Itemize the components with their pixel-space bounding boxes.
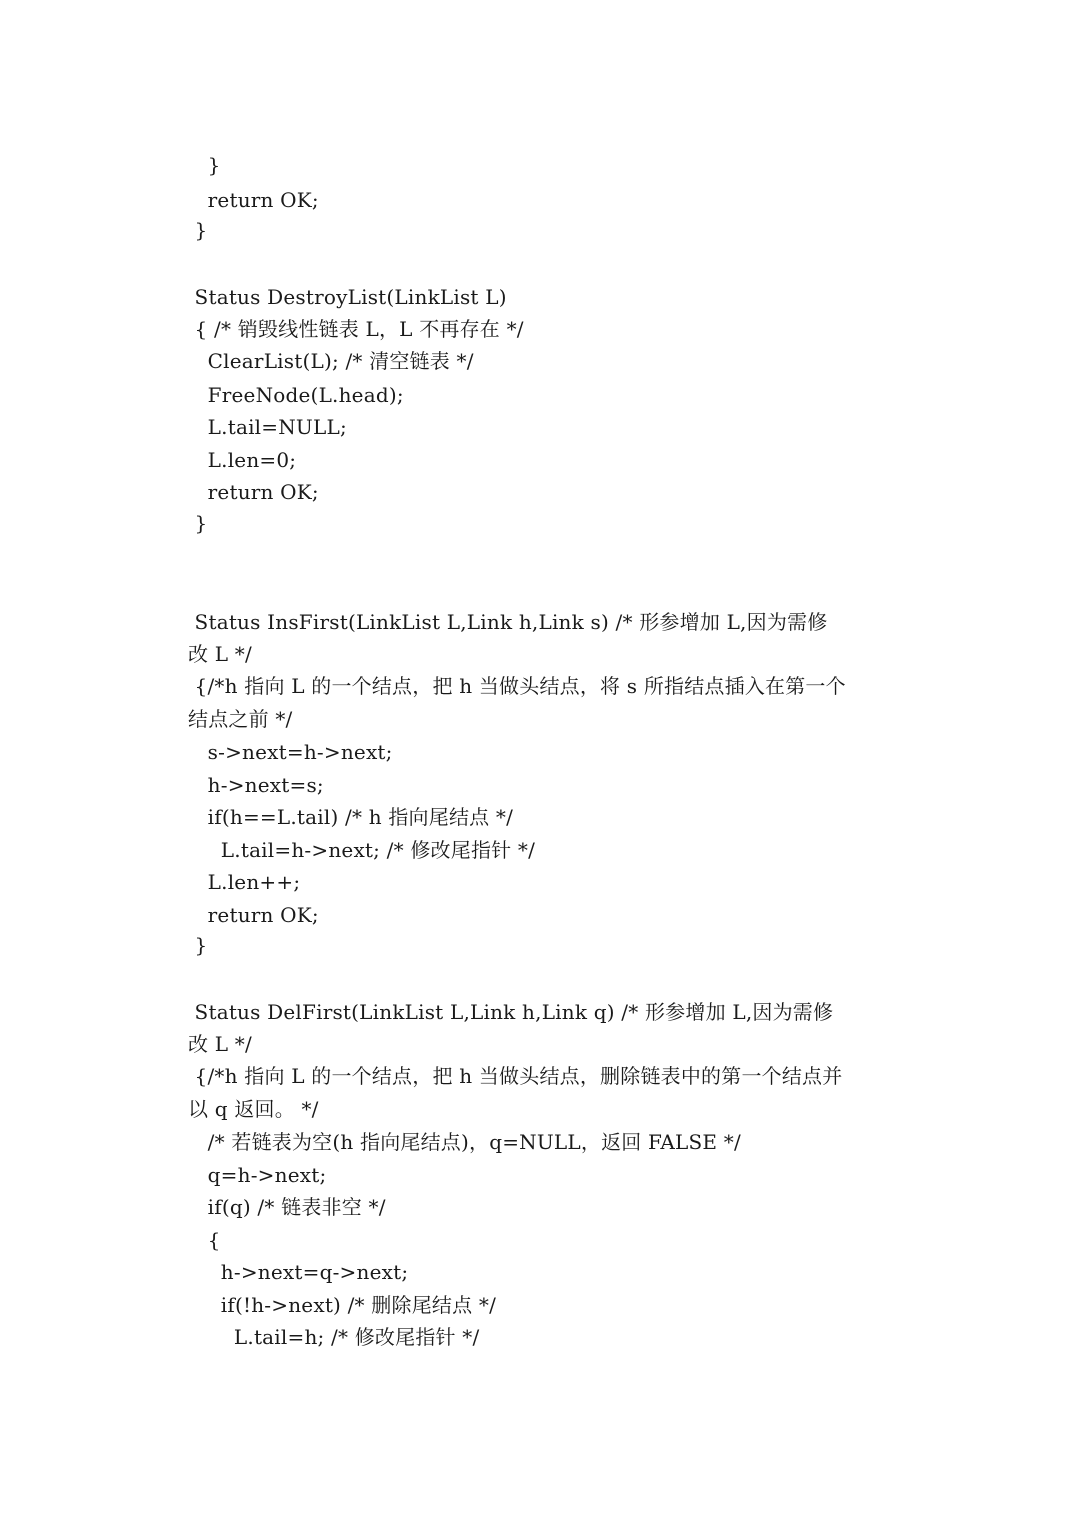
code-line: if(!h->next) /* 删除尾结点 */: [188, 1293, 497, 1317]
code-line: {/*h 指向 L 的一个结点，把 h 当做头结点，将 s 所指结点插入在第一个: [188, 674, 846, 698]
code-line: L.len=0;: [188, 448, 297, 472]
function-signature: Status InsFirst(LinkList L,Link h,Link s) /* 形参增加 L,因为需修: [188, 610, 828, 634]
function-signature: Status DestroyList(LinkList L): [188, 285, 507, 309]
code-line: s->next=h->next;: [188, 740, 393, 764]
code-line: L.tail=NULL;: [188, 415, 347, 439]
code-line: 以 q 返回。 */: [188, 1097, 319, 1121]
code-line: L.len++;: [188, 870, 301, 894]
code-line: h->next=s;: [188, 773, 324, 797]
code-line: return OK;: [188, 480, 319, 504]
code-line: h->next=q->next;: [188, 1260, 409, 1284]
code-line: }: [188, 933, 208, 957]
code-line: FreeNode(L.head);: [188, 383, 404, 407]
code-line: 改 L */: [188, 642, 252, 666]
code-line: L.tail=h; /* 修改尾指针 */: [188, 1325, 480, 1349]
code-line: 改 L */: [188, 1032, 252, 1056]
code-line: if(q) /* 链表非空 */: [188, 1195, 386, 1219]
code-line: ClearList(L); /* 清空链表 */: [188, 349, 474, 373]
function-signature: Status DelFirst(LinkList L,Link h,Link q) /* 形参增加 L,因为需修: [188, 1000, 834, 1024]
code-line: }: [188, 153, 221, 177]
code-line: q=h->next;: [188, 1163, 327, 1187]
code-line: L.tail=h->next; /* 修改尾指针 */: [188, 838, 536, 862]
code-line: return OK;: [188, 903, 319, 927]
code-line: { /* 销毁线性链表 L，L 不再存在 */: [188, 317, 524, 341]
code-line: 结点之前 */: [188, 707, 293, 731]
code-line: {/*h 指向 L 的一个结点，把 h 当做头结点，删除链表中的第一个结点并: [188, 1064, 843, 1088]
code-line: }: [188, 511, 208, 535]
code-line: /* 若链表为空(h 指向尾结点)，q=NULL，返回 FALSE */: [188, 1130, 741, 1154]
code-line: if(h==L.tail) /* h 指向尾结点 */: [188, 805, 514, 829]
code-line: }: [188, 218, 208, 242]
code-line: {: [188, 1228, 221, 1252]
code-line: return OK;: [188, 188, 319, 212]
